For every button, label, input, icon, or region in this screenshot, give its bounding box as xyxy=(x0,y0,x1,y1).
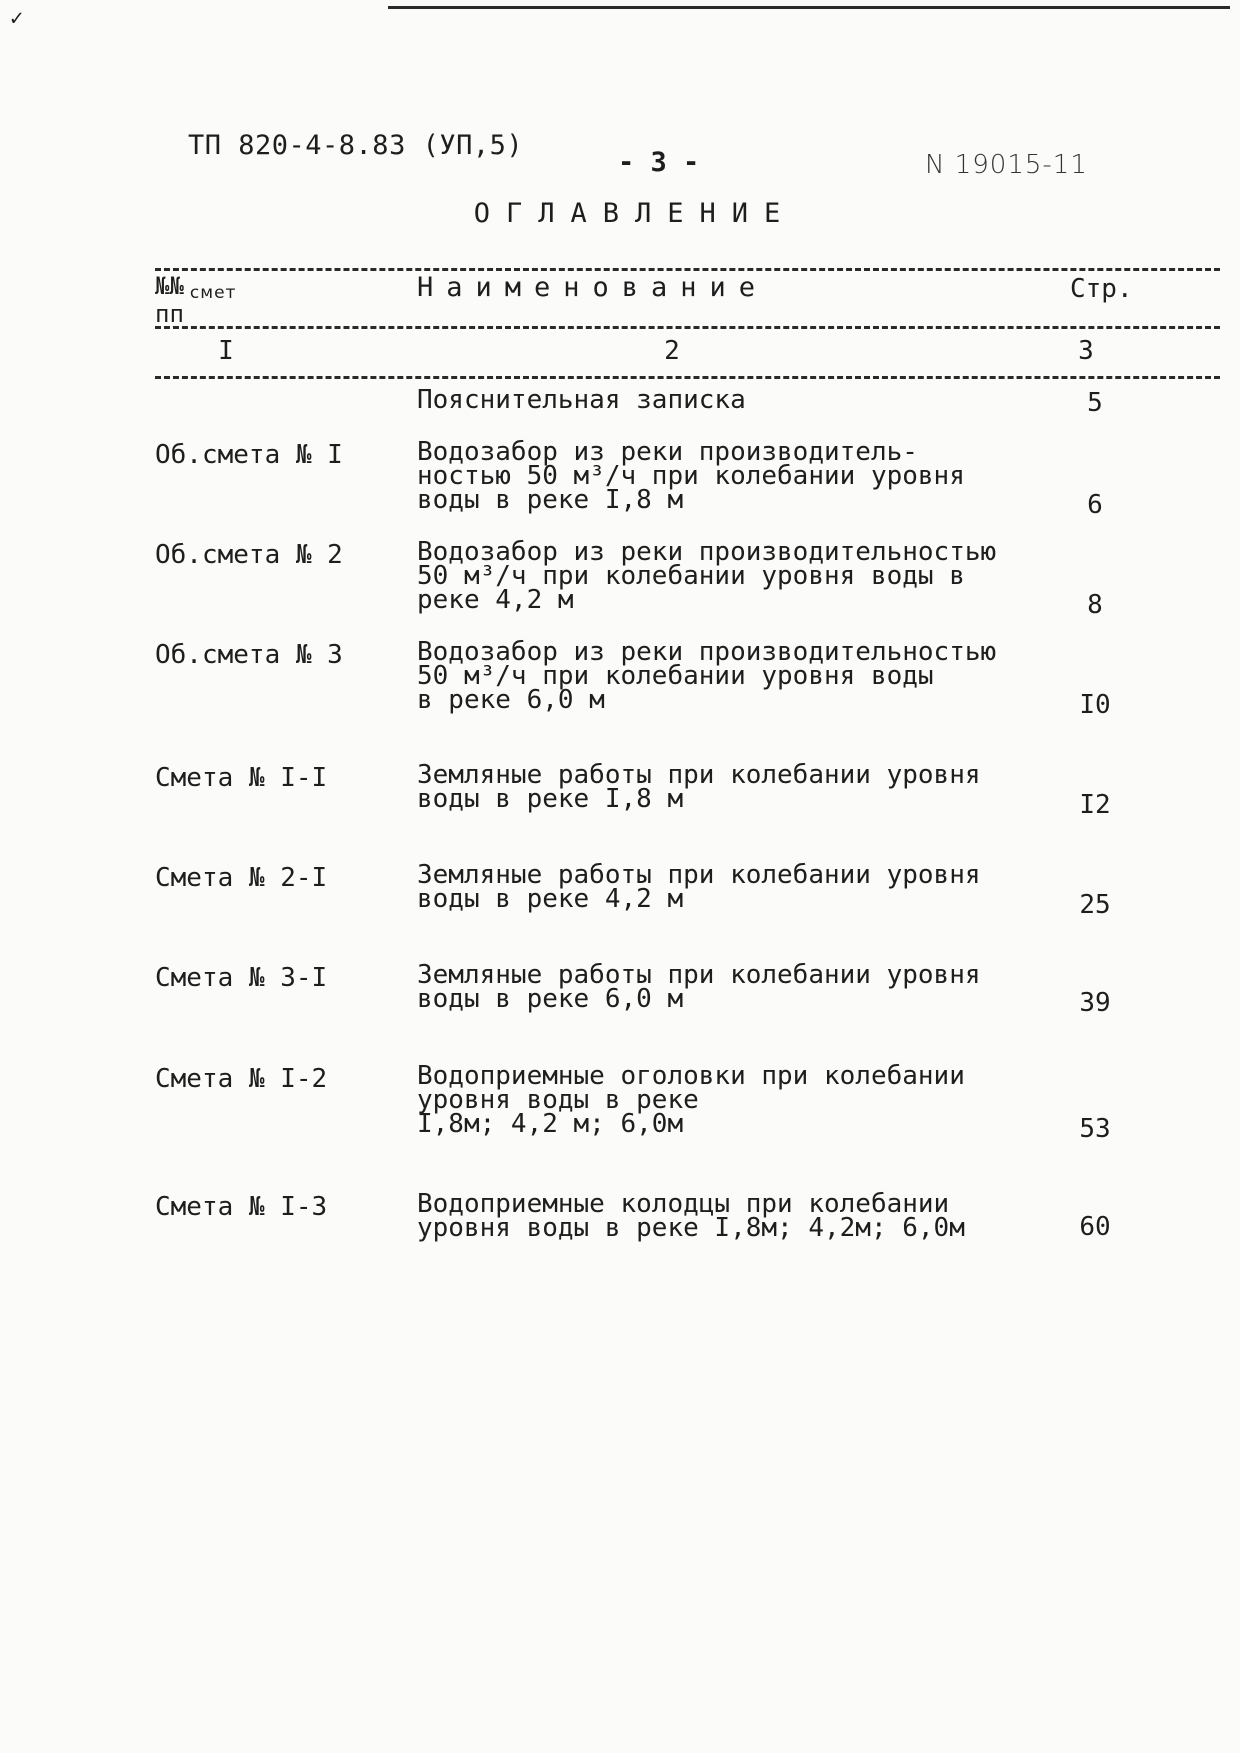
page-number: - 3 - xyxy=(618,147,700,178)
row-code: Смета № I-I xyxy=(155,763,328,793)
row-description: Водоприемные оголовки при колебании уровня воды в реке I,8м; 4,2 м; 6,0м xyxy=(417,1061,965,1139)
header-bottom-rule xyxy=(155,376,1220,379)
check-mark: ✓ xyxy=(10,6,24,31)
header-top-rule xyxy=(155,268,1220,271)
row-code: Смета № I-3 xyxy=(155,1192,328,1222)
row-code: Смета № 2-I xyxy=(155,863,328,893)
row-page: 6 xyxy=(1087,490,1103,520)
row-code: Об.смета № I xyxy=(155,440,343,470)
row-page: 8 xyxy=(1087,590,1103,620)
handwritten-number: N 19015-11 xyxy=(925,150,1088,180)
top-rule xyxy=(388,6,1230,9)
col1-header-sub: пп xyxy=(155,300,184,328)
column-number-3: 3 xyxy=(1078,336,1094,366)
row-description: Земляные работы при колебании уровня воды в реке 6,0 м xyxy=(417,960,981,1014)
col3-header: Стр. xyxy=(1070,274,1133,304)
row-code: Об.смета № 2 xyxy=(155,540,343,570)
row-code: Об.смета № 3 xyxy=(155,640,343,670)
row-page: 5 xyxy=(1087,388,1103,418)
row-description: Водозабор из реки производительностью 50 м³/ч при колебании уровня воды в реке 6,0 м xyxy=(417,637,997,715)
header-mid-rule xyxy=(155,326,1220,329)
row-description: Водозабор из реки производитель- ностью 50 м³/ч при колебании уровня воды в реке I,8 м xyxy=(417,437,965,515)
row-page: I2 xyxy=(1079,790,1111,820)
row-page: 25 xyxy=(1079,890,1111,920)
column-number-1: I xyxy=(218,336,234,366)
row-page: 53 xyxy=(1079,1114,1111,1144)
row-page: I0 xyxy=(1079,690,1111,720)
row-description: Водозабор из реки производительностью 50 м³/ч при колебании уровня воды в реке 4,2 м xyxy=(417,537,997,615)
row-description: Водоприемные колодцы при колебании уровня воды в реке I,8м; 4,2м; 6,0м xyxy=(417,1189,965,1243)
row-code: Смета № 3-I xyxy=(155,963,328,993)
row-page: 60 xyxy=(1079,1212,1111,1242)
row-code: Смета № I-2 xyxy=(155,1064,328,1094)
row-description: Пояснительная записка xyxy=(417,385,746,415)
row-page: 39 xyxy=(1079,988,1111,1018)
row-description: Земляные работы при колебании уровня воды в реке 4,2 м xyxy=(417,860,981,914)
row-description: Земляные работы при колебании уровня воды в реке I,8 м xyxy=(417,760,981,814)
document-code: ТП 820-4-8.83 (УП,5) xyxy=(188,130,524,161)
col1-header xyxy=(155,272,237,303)
column-number-2: 2 xyxy=(664,336,680,366)
col1-header-handwritten: смет xyxy=(189,283,237,303)
col1-header-label: №№ xyxy=(155,272,184,300)
col2-header: Наименование xyxy=(417,272,769,303)
page-title: ОГЛАВЛЕНИЕ xyxy=(473,198,797,229)
